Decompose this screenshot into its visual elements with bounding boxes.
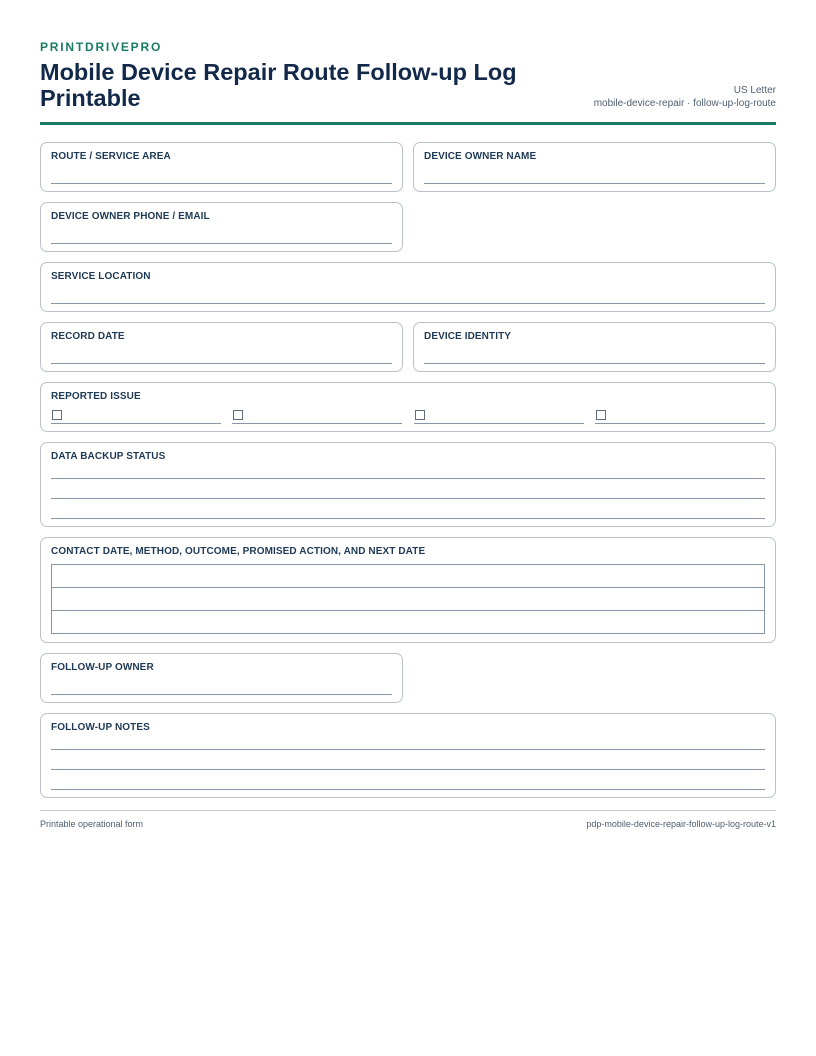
field-label: DEVICE IDENTITY [424, 331, 512, 342]
brand-name: PRINTDRIVEPRO [40, 40, 163, 54]
write-line[interactable] [51, 183, 392, 184]
field-label: ROUTE / SERVICE AREA [51, 151, 171, 162]
field-label: DATA BACKUP STATUS [51, 451, 166, 462]
follow-up-owner-field[interactable] [40, 653, 403, 703]
footer-divider [40, 810, 776, 811]
device-identity-field[interactable] [413, 322, 776, 372]
issue-checkbox[interactable] [596, 410, 606, 420]
write-line[interactable] [424, 363, 765, 364]
write-line[interactable] [51, 769, 765, 770]
write-line[interactable] [424, 183, 765, 184]
footer-form-id: pdp-mobile-device-repair-follow-up-log-route-v1 [586, 819, 776, 829]
field-label: DEVICE OWNER NAME [424, 151, 537, 162]
issue-write-line[interactable] [232, 423, 402, 424]
issue-checkbox[interactable] [233, 410, 243, 420]
follow-up-notes-field[interactable] [40, 713, 776, 798]
field-label: DEVICE OWNER PHONE / EMAIL [51, 211, 210, 222]
field-label: SERVICE LOCATION [51, 271, 151, 282]
write-line[interactable] [51, 694, 392, 695]
table-row[interactable] [52, 588, 764, 611]
route-service-area-field[interactable] [40, 142, 403, 192]
service-location-field[interactable] [40, 262, 776, 312]
write-line[interactable] [51, 243, 392, 244]
document-meta [594, 84, 776, 110]
issue-write-line[interactable] [595, 423, 765, 424]
write-line[interactable] [51, 789, 765, 790]
contact-log-table [51, 564, 765, 634]
paper-size: US Letter [733, 85, 776, 96]
field-label: RECORD DATE [51, 331, 125, 342]
field-label: FOLLOW-UP OWNER [51, 662, 154, 673]
field-label: REPORTED ISSUE [51, 391, 141, 402]
header-divider [40, 122, 776, 125]
issue-checkbox[interactable] [415, 410, 425, 420]
issue-write-line[interactable] [51, 423, 221, 424]
write-line[interactable] [51, 749, 765, 750]
field-label: FOLLOW-UP NOTES [51, 722, 150, 733]
data-backup-status-field[interactable] [40, 442, 776, 527]
record-date-field[interactable] [40, 322, 403, 372]
footer-description: Printable operational form [40, 819, 144, 829]
device-owner-contact-field[interactable] [40, 202, 403, 252]
write-line[interactable] [51, 518, 765, 519]
form-slug: mobile-device-repair · follow-up-log-route [593, 98, 776, 109]
write-line[interactable] [51, 303, 765, 304]
field-label: CONTACT DATE, METHOD, OUTCOME, PROMISED ACTION, AND NEXT DATE [51, 546, 426, 557]
issue-checkbox[interactable] [52, 410, 62, 420]
write-line[interactable] [51, 478, 765, 479]
write-line[interactable] [51, 363, 392, 364]
table-row[interactable] [52, 565, 764, 588]
table-row[interactable] [52, 611, 764, 634]
contact-log-field[interactable] [40, 537, 776, 643]
write-line[interactable] [51, 498, 765, 499]
page-title: Mobile Device Repair Route Follow-up Log Printable [40, 59, 517, 111]
issue-write-line[interactable] [414, 423, 584, 424]
reported-issue-field[interactable] [40, 382, 776, 432]
device-owner-name-field[interactable] [413, 142, 776, 192]
